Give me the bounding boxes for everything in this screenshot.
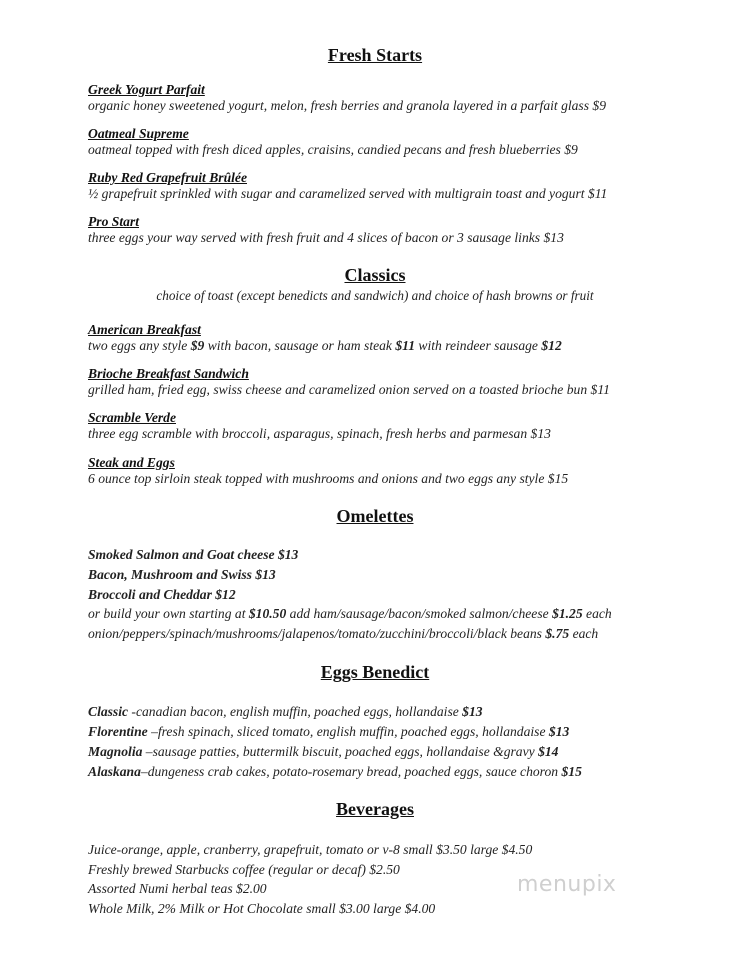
- item-description: organic honey sweetened yogurt, melon, fresh berries and granola layered in a parfait glass $9: [88, 98, 607, 113]
- classics-note: choice of toast (except benedicts and sandwich) and choice of hash browns or fruit: [156, 288, 594, 303]
- section-heading-beverages: Beverages: [336, 799, 414, 819]
- item-title: Scramble Verde: [88, 410, 176, 425]
- section-heading-eggs-benedict: Eggs Benedict: [320, 662, 430, 682]
- beverage-item: Assorted Numi herbal teas $2.00: [88, 881, 267, 896]
- veg-addons: onion/peppers/spinach/mushrooms/jalapenos/tomato/zucchini/broccoli/black beans $.75 each: [88, 626, 599, 641]
- benedict-item: Alaskana–dungeness crab cakes, potato-rosemary bread, poached eggs, sauce choron $15: [88, 764, 582, 779]
- item-title: Pro Start: [88, 214, 139, 229]
- benedict-item: Magnolia –sausage patties, buttermilk biscuit, poached eggs, hollandaise &gravy $14: [88, 744, 559, 759]
- build-your-own: or build your own starting at $10.50 add ham/sausage/bacon/smoked salmon/cheese $1.25 each: [88, 606, 612, 621]
- item-description: 6 ounce top sirloin steak topped with mushrooms and onions and two eggs any style $15: [88, 471, 569, 486]
- item-title: Ruby Red Grapefruit Brûlée: [88, 170, 247, 185]
- section-heading-fresh-starts: Fresh Starts: [327, 45, 423, 65]
- item-description: two eggs any style $9 with bacon, sausage or ham steak $11 with reindeer sausage $12: [88, 338, 562, 353]
- beverage-item: Whole Milk, 2% Milk or Hot Chocolate small $3.00 large $4.00: [88, 901, 436, 916]
- section-heading-classics: Classics: [344, 265, 406, 285]
- benedict-item: Florentine –fresh spinach, sliced tomato, english muffin, poached eggs, hollandaise $13: [88, 724, 570, 739]
- item-description: three egg scramble with broccoli, asparagus, spinach, fresh herbs and parmesan $13: [88, 426, 551, 441]
- item-title: Greek Yogurt Parfait: [88, 82, 205, 97]
- item-title: American Breakfast: [88, 322, 201, 337]
- beverage-item: Juice-orange, apple, cranberry, grapefruit, tomato or v-8 small $3.50 large $4.50: [88, 842, 533, 857]
- item-description: oatmeal topped with fresh diced apples, craisins, candied pecans and fresh blueberries $9: [88, 142, 578, 157]
- item-description: three eggs your way served with fresh fruit and 4 slices of bacon or 3 sausage links $13: [88, 230, 564, 245]
- item-description: grilled ham, fried egg, swiss cheese and caramelized onion served on a toasted brioche bun $11: [88, 382, 610, 397]
- beverage-item: Freshly brewed Starbucks coffee (regular or decaf) $2.50: [88, 862, 400, 877]
- item-title: Steak and Eggs: [88, 455, 175, 470]
- omelette-item: Bacon, Mushroom and Swiss $13: [88, 567, 276, 582]
- item-description: ½ grapefruit sprinkled with sugar and caramelized served with multigrain toast and yogurt $11: [88, 186, 608, 201]
- benedict-item: Classic -canadian bacon, english muffin, poached eggs, hollandaise $13: [88, 704, 483, 719]
- section-heading-omelettes: Omelettes: [336, 506, 414, 526]
- item-title: Brioche Breakfast Sandwich: [88, 366, 249, 381]
- item-title: Oatmeal Supreme: [88, 126, 189, 141]
- omelette-item: Broccoli and Cheddar $12: [88, 587, 236, 602]
- menupix-watermark: menupix: [517, 872, 617, 897]
- omelette-item: Smoked Salmon and Goat cheese $13: [88, 547, 299, 562]
